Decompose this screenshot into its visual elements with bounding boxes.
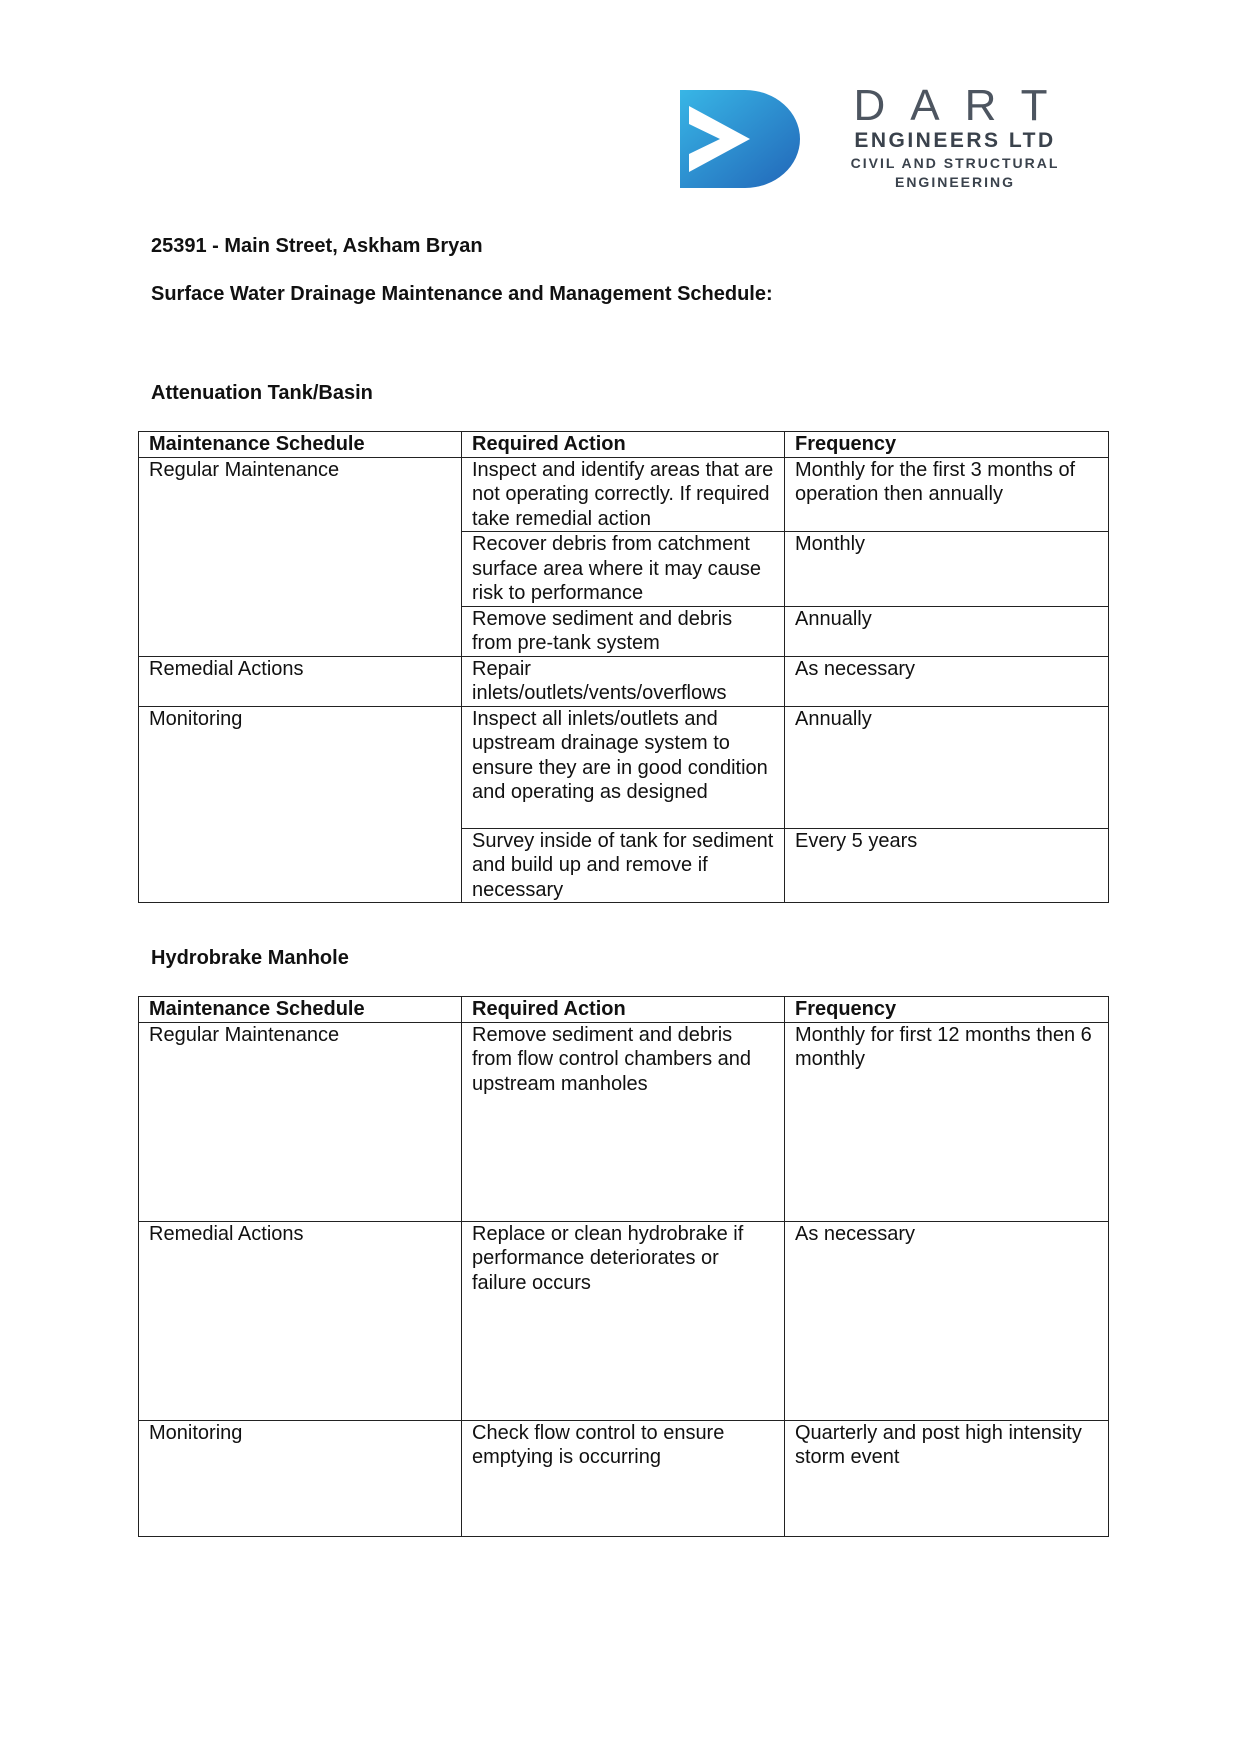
action-cell: Recover debris from catchment surface area where it may cause risk to performance [462, 532, 785, 607]
category-cell: Regular Maintenance [139, 457, 462, 656]
column-header: Frequency [785, 997, 1109, 1023]
logo-company: ENGINEERS LTD [854, 129, 1056, 152]
column-header: Maintenance Schedule [139, 997, 462, 1023]
table-header-row [139, 997, 1109, 1023]
table-row [139, 1022, 1109, 1221]
table-row [139, 656, 1109, 706]
frequency-cell: As necessary [785, 1221, 1109, 1420]
column-header: Maintenance Schedule [139, 432, 462, 458]
frequency-cell: Every 5 years [785, 828, 1109, 903]
action-cell: Check flow control to ensure emptying is occurring [462, 1420, 785, 1536]
frequency-cell: As necessary [785, 656, 1109, 706]
section-title-hydrobrake: Hydrobrake Manhole [151, 947, 349, 969]
company-logo [680, 81, 1085, 194]
table-row [139, 1420, 1109, 1536]
logo-name: DART [853, 81, 1073, 130]
frequency-cell: Annually [785, 706, 1109, 828]
frequency-cell: Annually [785, 606, 1109, 656]
column-header: Required Action [462, 997, 785, 1023]
hydrobrake-schedule-table [138, 996, 1109, 1537]
attenuation-schedule-table [138, 431, 1109, 903]
action-cell: Remove sediment and debris from pre-tank system [462, 606, 785, 656]
logo-tagline-1: CIVIL AND STRUCTURAL [850, 155, 1060, 171]
category-cell: Monitoring [139, 706, 462, 903]
schedule-title: Surface Water Drainage Maintenance and Management Schedule: [151, 283, 773, 305]
table-row [139, 457, 1109, 532]
frequency-cell: Monthly for the first 3 months of operation then annually [785, 457, 1109, 532]
action-cell: Replace or clean hydrobrake if performance deteriorates or failure occurs [462, 1221, 785, 1420]
action-cell: Inspect and identify areas that are not operating correctly. If required take remedial action [462, 457, 785, 532]
category-cell: Remedial Actions [139, 656, 462, 706]
category-cell: Remedial Actions [139, 1221, 462, 1420]
column-header: Frequency [785, 432, 1109, 458]
action-cell: Survey inside of tank for sediment and build up and remove if necessary [462, 828, 785, 903]
action-cell: Repair inlets/outlets/vents/overflows [462, 656, 785, 706]
section-title-attenuation: Attenuation Tank/Basin [151, 382, 373, 404]
logo-tagline-2: ENGINEERING [894, 174, 1015, 190]
frequency-cell: Quarterly and post high intensity storm event [785, 1420, 1109, 1536]
category-cell: Monitoring [139, 1420, 462, 1536]
column-header: Required Action [462, 432, 785, 458]
project-title: 25391 - Main Street, Askham Bryan [151, 235, 483, 257]
action-cell: Remove sediment and debris from flow control chambers and upstream manholes [462, 1022, 785, 1221]
table-row [139, 706, 1109, 828]
table-header-row [139, 432, 1109, 458]
category-cell: Regular Maintenance [139, 1022, 462, 1221]
table-row [139, 1221, 1109, 1420]
dart-logo-mark-icon [680, 84, 810, 194]
frequency-cell: Monthly [785, 532, 1109, 607]
frequency-cell: Monthly for first 12 months then 6 monthly [785, 1022, 1109, 1221]
action-cell: Inspect all inlets/outlets and upstream drainage system to ensure they are in good condition and operating as designed [462, 706, 785, 828]
